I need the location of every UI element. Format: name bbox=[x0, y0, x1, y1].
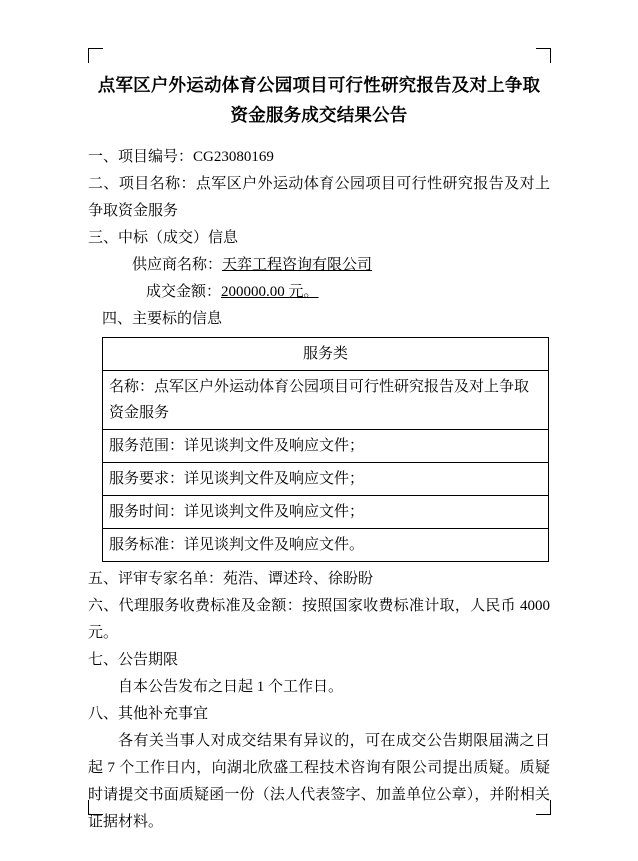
section-award-info-label: 三、中标（成交）信息 bbox=[88, 230, 239, 246]
section-agency-fee: 六、代理服务收费标准及金额：按照国家收费标准计取，人民币 4000 元。 bbox=[88, 598, 550, 641]
section-notice-period-label: 七、公告期限 bbox=[88, 652, 179, 668]
page-title-line-1: 点军区户外运动体育公园项目可行性研究报告及对上争取 bbox=[97, 75, 541, 95]
section-project-number bbox=[88, 144, 550, 171]
table-cell-scope: 服务范围：详见谈判文件及响应文件； bbox=[103, 430, 549, 463]
table-cell-name: 名称：点军区户外运动体育公园项目可行性研究报告及对上争取资金服务 bbox=[103, 371, 549, 430]
section-notice-period-body: 自本公告发布之日起 1 个工作日。 bbox=[118, 679, 344, 695]
award-amount-label: 成交金额： bbox=[146, 284, 222, 300]
section-other-matters-label: 八、其他补充事宜 bbox=[88, 706, 209, 722]
table-cell-standard: 服务标准：详见谈判文件及响应文件。 bbox=[103, 529, 549, 562]
supplier-name-label: 供应商名称： bbox=[132, 257, 223, 273]
table-row bbox=[103, 371, 549, 430]
document-body bbox=[88, 60, 550, 836]
table-row bbox=[103, 463, 549, 496]
table-header-cell: 服务类 bbox=[103, 338, 549, 371]
section-project-number-label: 一、项目编号： bbox=[88, 149, 194, 165]
section-review-experts: 五、评审专家名单：苑浩、谭述玲、徐盼盼 bbox=[88, 571, 374, 587]
page-title bbox=[88, 70, 550, 130]
section-project-name: 二、项目名称：点军区户外运动体育公园项目可行性研究报告及对上争取资金服务 bbox=[88, 176, 550, 219]
award-amount-row bbox=[88, 279, 550, 306]
table-row bbox=[103, 338, 549, 371]
table-cell-duration: 服务时间：详见谈判文件及响应文件； bbox=[103, 496, 549, 529]
section-other-matters-body: 各有关当事人对成交结果有异议的，可在成交公告期限届满之日起 7 个工作日内，向湖北欣盛工程技术咨询有限公司提出质疑。质疑时请提交书面质疑函一份（法人代表签字、加盖单位公章），并附相关证据材料。 bbox=[88, 733, 550, 830]
section-main-subject-label: 四、主要标的信息 bbox=[102, 311, 223, 327]
table-cell-requirements: 服务要求：详见谈判文件及响应文件； bbox=[103, 463, 549, 496]
table-row bbox=[103, 430, 549, 463]
page-title-line-2: 资金服务成交结果公告 bbox=[230, 105, 408, 125]
main-subject-table bbox=[102, 337, 549, 562]
table-row bbox=[103, 496, 549, 529]
supplier-name-row bbox=[88, 252, 550, 279]
supplier-name-value: 天弈工程咨询有限公司 bbox=[222, 257, 373, 273]
award-amount-value: 200000.00 元。 bbox=[221, 284, 319, 300]
section-project-number-value: CG23080169 bbox=[193, 149, 274, 165]
table-row bbox=[103, 529, 549, 562]
